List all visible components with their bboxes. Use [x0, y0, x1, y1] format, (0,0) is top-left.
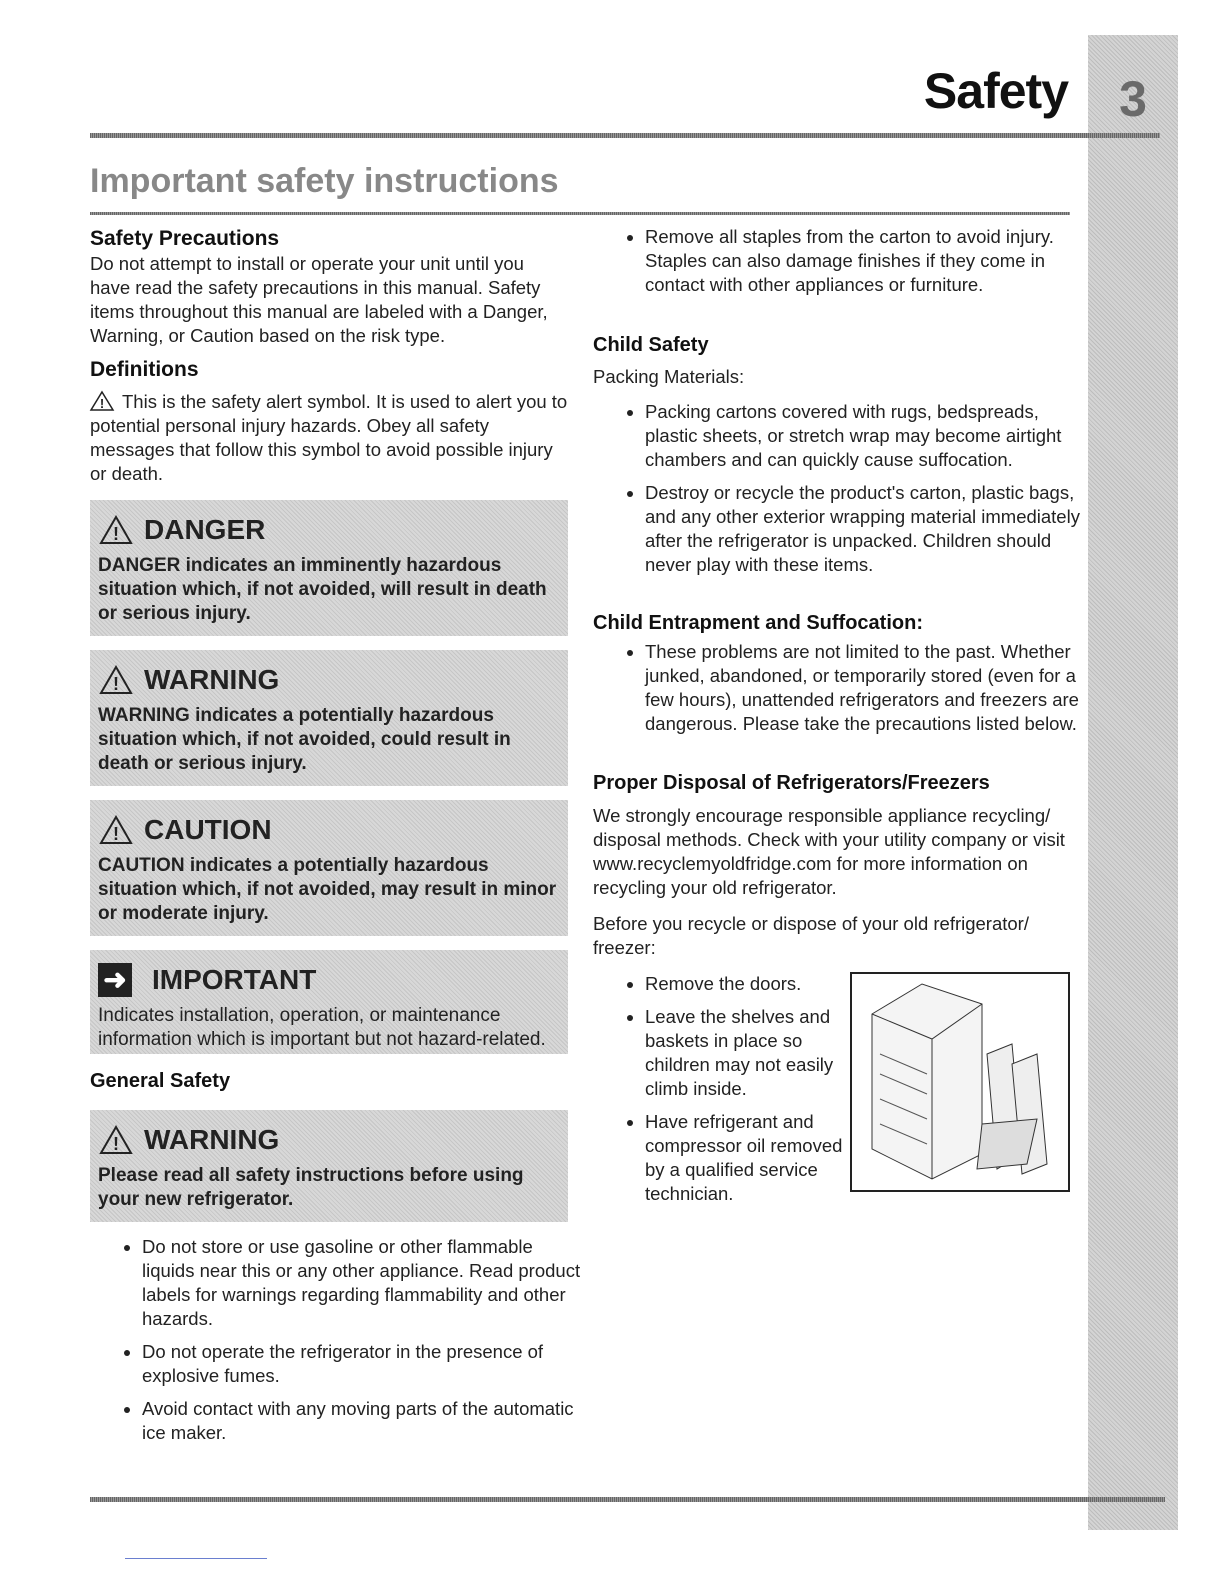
danger-title: DANGER: [144, 514, 266, 545]
important-text: Indicates installation, operation, or maintenance information which is important but not hazard-related.: [98, 1005, 546, 1050]
list-item: • Destroy or recycle the product's carton, plastic bags, and any other exterior wrapping material immediately after the refrigerator is unpacked. Children should never play with these items.: [645, 481, 1085, 577]
chapter-tab: [1088, 35, 1178, 1530]
list-item: • These problems are not limited to the past. Whether junked, abandoned, or temporarily stored (even for a few hours), unattended refrigerators and freezers are dangerous. Please take the precautions listed below.: [645, 640, 1095, 736]
caution-box: [90, 800, 568, 936]
safety-alert-icon: [98, 1124, 134, 1156]
svg-text:!: !: [99, 396, 105, 411]
safety-precautions-text: Do not attempt to install or operate your unit until you have read the safety precautions in this manual. Safety items throughout this manual are labeled with a Danger, Warning, or Caution based on the risk type.: [90, 253, 548, 346]
packing-materials-label: Packing Materials:: [593, 366, 745, 387]
safety-precautions-heading: Safety Precautions: [90, 227, 280, 250]
warning-title: WARNING: [144, 664, 280, 695]
svg-text:!: !: [113, 524, 119, 544]
safety-alert-icon: [98, 664, 134, 696]
general-warning-title: WARNING: [144, 1124, 280, 1155]
staples-list: [615, 225, 1065, 306]
general-warning-text: Please read all safety instructions before using your new refrigerator.: [98, 1165, 524, 1210]
disposal-list: [615, 972, 845, 1215]
list-item: • Avoid contact with any moving parts of the automatic ice maker.: [142, 1397, 582, 1445]
page-number: 3: [1119, 71, 1147, 127]
section-title: Important safety instructions: [90, 162, 559, 200]
safety-alert-icon: [89, 390, 115, 412]
section-rule: [90, 212, 1070, 215]
child-safety-list: [615, 400, 1085, 586]
list-item: • Have refrigerant and compressor oil removed by a qualified service technician.: [645, 1110, 845, 1206]
important-box: [90, 950, 568, 1054]
warning-box: [90, 650, 568, 786]
general-safety-heading: General Safety: [90, 1070, 231, 1092]
general-safety-list: [112, 1235, 582, 1454]
list-item: • Do not operate the refrigerator in the presence of explosive fumes.: [142, 1340, 582, 1388]
important-title: IMPORTANT: [152, 964, 317, 995]
list-item: • Leave the shelves and baskets in place so children may not easily climb inside.: [645, 1005, 845, 1101]
safety-alert-icon: [98, 814, 134, 846]
general-warning-box: [90, 1110, 568, 1222]
list-item: • Do not store or use gasoline or other flammable liquids near this or any other appliance. Read product labels for warnings regarding flammability and other hazards.: [142, 1235, 582, 1331]
footer-rule: [90, 1497, 1165, 1502]
definitions-text: This is the safety alert symbol. It is used to alert you to potential personal injury hazards. Obey all safety messages that follow this symbol to avoid possible injury or death.: [90, 391, 568, 484]
svg-text:!: !: [113, 674, 119, 694]
refrigerator-icon: [852, 974, 1068, 1190]
header-rule: [90, 133, 1160, 138]
page-title: Safety: [923, 63, 1068, 119]
caution-text: CAUTION indicates a potentially hazardous situation which, if not avoided, may result in minor or moderate injury.: [98, 855, 557, 924]
safety-alert-icon: [98, 514, 134, 546]
child-safety-heading: Child Safety: [593, 334, 709, 356]
disposal-text: We strongly encourage responsible appliance recycling/ disposal methods. Check with your utility company or visit www.recyclemyoldfridge.com for more information on recycling your old refrigerator.: [593, 805, 1065, 898]
svg-text:!: !: [113, 1134, 119, 1154]
caution-title: CAUTION: [144, 814, 272, 845]
danger-text: DANGER indicates an imminently hazardous situation which, if not avoided, will result in death or serious injury.: [98, 555, 547, 624]
list-item: • Packing cartons covered with rugs, bedspreads, plastic sheets, or stretch wrap may become airtight chambers and can quickly cause suffocation.: [645, 400, 1085, 472]
entrapment-heading: Child Entrapment and Suffocation:: [593, 612, 923, 634]
before-recycle-text: Before you recycle or dispose of your old refrigerator/ freezer:: [593, 913, 1029, 958]
danger-box: [90, 500, 568, 636]
entrapment-list: [615, 640, 1095, 745]
footer-line: [125, 1558, 267, 1559]
list-item: • Remove the doors.: [645, 972, 845, 996]
list-item: • Remove all staples from the carton to avoid injury. Staples can also damage finishes if they come in contact with other appliances or furniture.: [645, 225, 1065, 297]
svg-text:!: !: [113, 824, 119, 844]
disposal-heading: Proper Disposal of Refrigerators/Freezers: [593, 772, 990, 794]
definitions-heading: Definitions: [90, 358, 199, 381]
arrow-right-icon: ➜: [98, 963, 132, 997]
refrigerator-doors-removed-illustration: [850, 972, 1070, 1192]
warning-text: WARNING indicates a potentially hazardous situation which, if not avoided, could result in death or serious injury.: [98, 705, 511, 774]
